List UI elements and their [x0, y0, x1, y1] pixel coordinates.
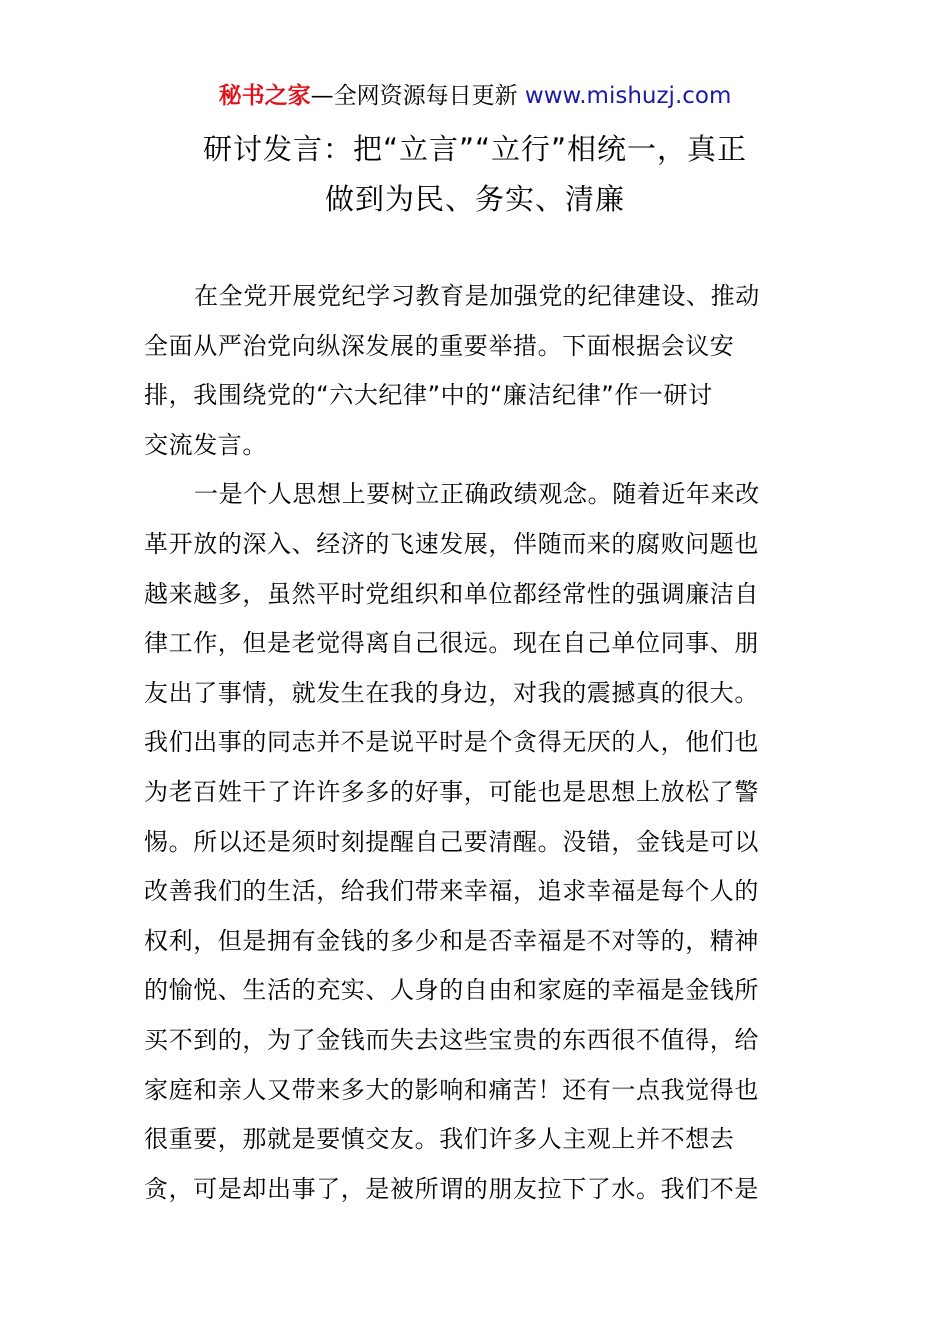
title-line: 做到为民、务实、清廉 [324, 182, 625, 216]
paragraph-line: 的愉悦、生活的充实、人身的自由和家庭的幸福是金钱所 [144, 976, 759, 1005]
paragraph-line: 权利，但是拥有金钱的多少和是否幸福是不对等的，精神 [144, 926, 759, 955]
title-line: 研讨发言：把“立言”“立行”相统一，真正 [202, 132, 748, 166]
paragraph-line: 友出了事情，就发生在我的身边，对我的震撼真的很大。 [144, 678, 759, 707]
site-url-link[interactable]: www.mishuzj.com [524, 83, 732, 109]
document-body [144, 272, 814, 1214]
paragraph-line: 排，我围绕党的“六大纪律”中的“廉洁纪律”作一研讨 [144, 381, 713, 410]
site-header [0, 80, 950, 112]
paragraph-line: 全面从严治党向纵深发展的重要举措。下面根据会议安 [144, 331, 735, 360]
paragraph-line: 很重要，那就是要慎交友。我们许多人主观上并不想去 [144, 1125, 735, 1154]
paragraph-line: 一是个人思想上要树立正确政绩观念。随着近年来改 [194, 480, 760, 509]
brand-name: 秘书之家 [218, 83, 311, 109]
paragraph-line: 革开放的深入、经济的飞速发展，伴随而来的腐败问题也 [144, 529, 759, 558]
paragraph-line: 律工作，但是老觉得离自己很远。现在自己单位同事、朋 [144, 629, 759, 658]
paragraph-line: 我们出事的同志并不是说平时是个贪得无厌的人，他们也 [144, 728, 759, 757]
paragraph-line: 家庭和亲人又带来多大的影响和痛苦！还有一点我觉得也 [144, 1075, 759, 1104]
paragraph-line: 改善我们的生活，给我们带来幸福，追求幸福是每个人的 [144, 877, 759, 906]
paragraph-line: 为老百姓干了许许多多的好事，可能也是思想上放松了警 [144, 777, 759, 806]
paragraph-line: 贪，可是却出事了，是被所谓的朋友拉下了水。我们不是 [144, 1174, 759, 1203]
paragraph-line: 交流发言。 [144, 430, 267, 459]
paragraph-line: 在全党开展党纪学习教育是加强党的纪律建设、推动 [194, 282, 760, 310]
header-tagline: —全网资源每日更新 [310, 83, 525, 109]
paragraph-line: 买不到的，为了金钱而失去这些宝贵的东西很不值得，给 [144, 1025, 759, 1054]
paragraph-line: 越来越多，虽然平时党组织和单位都经常性的强调廉洁自 [144, 579, 759, 608]
document-title [140, 124, 810, 224]
paragraph-line: 惕。所以还是须时刻提醒自己要清醒。没错，金钱是可以 [144, 827, 759, 856]
